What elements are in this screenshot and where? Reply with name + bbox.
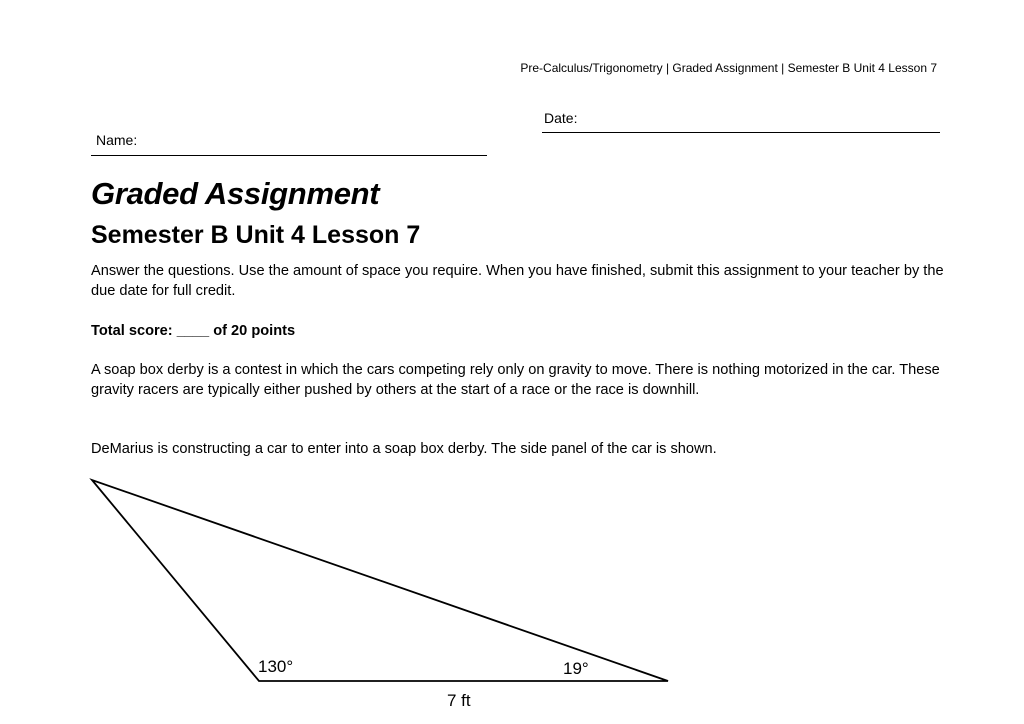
total-score-line: Total score: ____ of 20 points	[91, 323, 296, 339]
date-label: Date:	[544, 110, 578, 126]
course-header: Pre-Calculus/Trigonometry | Graded Assignment | Semester B Unit 4 Lesson 7	[520, 61, 937, 75]
base-length-label: 7 ft	[447, 691, 471, 710]
angle-130-label: 130°	[258, 657, 294, 676]
angle-19-label: 19°	[563, 659, 589, 678]
page-subtitle: Semester B Unit 4 Lesson 7	[91, 221, 421, 249]
name-label: Name:	[96, 132, 138, 148]
name-field[interactable]	[91, 132, 487, 156]
triangle-outline	[92, 480, 668, 681]
demarius-prompt-paragraph: DeMarius is constructing a car to enter into a soap box derby. The side panel of the car is shown.	[91, 441, 717, 457]
derby-description-paragraph: A soap box derby is a contest in which the cars competing rely only on gravity to move. There is nothing motorized in the car. These gravity racers are typically either pushed by others at the start of a race or the race is downhill.	[91, 362, 940, 398]
instructions-paragraph: Answer the questions. Use the amount of space you require. When you have finished, submit this assignment to your teacher by the due date for full credit.	[91, 263, 944, 299]
date-field[interactable]	[542, 110, 940, 133]
date-underline	[542, 132, 940, 133]
page-title: Graded Assignment	[91, 176, 380, 211]
name-underline	[91, 155, 487, 156]
